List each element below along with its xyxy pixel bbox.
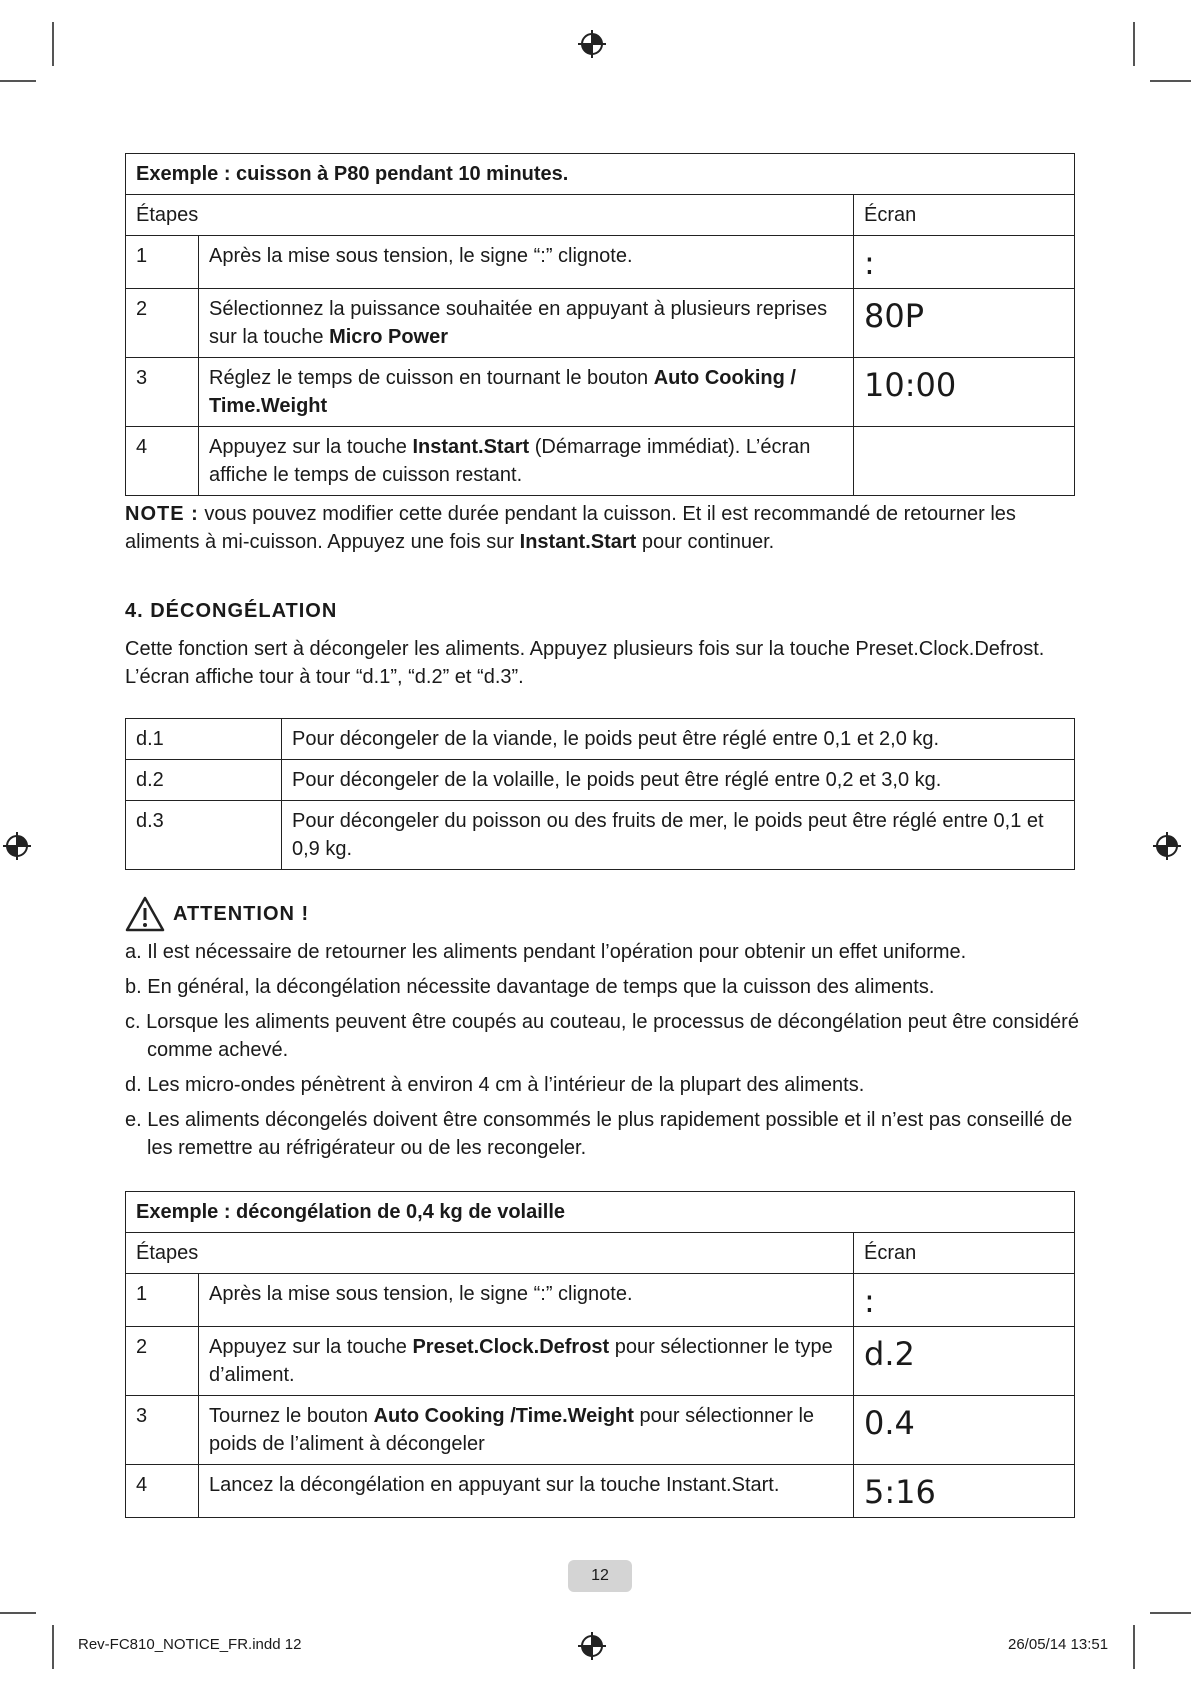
step-keyword: Auto Cooking /Time.Weight [373, 1405, 634, 1427]
example-defrost-table [125, 1191, 1075, 1518]
footer-date: 26/05/14 13:51 [1008, 1636, 1109, 1653]
step-number: 4 [126, 1465, 199, 1518]
footer-filename: Rev-FC810_NOTICE_FR.indd 12 [78, 1636, 302, 1653]
list-item: c. Lorsque les aliments peuvent être coupés au couteau, le processus de décongélation peut être considéré comme achevé. [125, 1011, 1079, 1061]
step-text-part: Après la mise sous tension, le signe “:” clignote. [209, 245, 633, 267]
screen-display: : [854, 236, 1075, 289]
table-row [126, 1465, 1075, 1518]
col-header-screen: Écran [854, 195, 1075, 236]
step-text-part: (Démarrage immédiat). L’écran affiche le temps de cuisson restant. [209, 436, 811, 486]
defrost-code: d.1 [126, 719, 282, 760]
note-text-end: pour continuer. [636, 531, 775, 553]
table-row [126, 358, 1075, 427]
section-intro: Cette fonction sert à décongeler les aliments. Appuyez plusieurs fois sur la touche Preset.Clock.Defrost. L’écran affiche tour à tour “d.1”, “d.2” et “d.3”. [125, 638, 1045, 688]
step-number: 2 [126, 1327, 199, 1396]
table-row [126, 719, 1075, 760]
crop-mark [1133, 22, 1135, 66]
table-row [126, 236, 1075, 289]
defrost-table-wrap [125, 718, 1075, 870]
defrost-description: Pour décongeler de la viande, le poids peut être réglé entre 0,1 et 2,0 kg. [282, 719, 1075, 760]
crop-mark [1133, 1625, 1135, 1669]
step-text [199, 236, 854, 289]
registration-mark-icon [577, 29, 607, 59]
col-header-steps: Étapes [126, 1233, 854, 1274]
screen-display: d.2 [854, 1327, 1075, 1396]
list-item: d. Les micro-ondes pénètrent à environ 4 cm à l’intérieur de la plupart des aliments. [125, 1074, 865, 1096]
step-number: 3 [126, 358, 199, 427]
step-text-part: Tournez le bouton [209, 1405, 374, 1427]
step-text [199, 358, 854, 427]
table-row [126, 289, 1075, 358]
table-row [126, 1327, 1075, 1396]
list-item: e. Les aliments décongelés doivent être consommés le plus rapidement possible et il n’est pas conseillé de les remettre au réfrigérateur ou de les recongeler. [125, 1109, 1073, 1159]
example-defrost-table-wrap [125, 1191, 1075, 1518]
step-number: 1 [126, 1274, 199, 1327]
crop-mark [1150, 80, 1191, 82]
step-number: 2 [126, 289, 199, 358]
registration-mark-icon [1152, 831, 1182, 861]
step-text [199, 289, 854, 358]
defrost-code: d.2 [126, 760, 282, 801]
table-title: Exemple : cuisson à P80 pendant 10 minutes. [126, 154, 1075, 195]
table-title: Exemple : décongélation de 0,4 kg de volaille [126, 1192, 1075, 1233]
step-text-part: Réglez le temps de cuisson en tournant le bouton [209, 367, 654, 389]
step-number: 4 [126, 427, 199, 496]
warning-icon [125, 896, 165, 932]
page-number: 12 [568, 1560, 632, 1592]
crop-mark [0, 80, 36, 82]
defrost-description: Pour décongeler de la volaille, le poids peut être réglé entre 0,2 et 3,0 kg. [282, 760, 1075, 801]
list-item: a. Il est nécessaire de retourner les aliments pendant l’opération pour obtenir un effet uniforme. [125, 941, 967, 963]
screen-display: 5:16 [854, 1465, 1075, 1518]
attention-heading [125, 896, 309, 932]
step-text-part: pour sélectionner le type d’aliment. [209, 1336, 833, 1386]
note-text: vous pouvez modifier cette durée pendant la cuisson. Et il est recommandé de retourner les aliments à mi-cuisson. Appuyez une fois sur [125, 503, 1016, 553]
step-keyword: Auto Cooking / Time.Weight [209, 367, 796, 417]
screen-display: 80P [854, 289, 1075, 358]
crop-mark [52, 1625, 54, 1669]
example-cooking-table-wrap [125, 153, 1075, 496]
table-row [126, 760, 1075, 801]
table-row [126, 1396, 1075, 1465]
step-keyword: Preset.Clock.Defrost [412, 1336, 610, 1358]
registration-mark-icon [2, 831, 32, 861]
table-row [126, 1274, 1075, 1327]
crop-mark [0, 1612, 36, 1614]
note-bold: Instant.Start [519, 531, 637, 553]
screen-display: : [854, 1274, 1075, 1327]
col-header-steps: Étapes [126, 195, 854, 236]
col-header-screen: Écran [854, 1233, 1075, 1274]
step-text [199, 1274, 854, 1327]
crop-mark [52, 22, 54, 66]
crop-mark [1150, 1612, 1191, 1614]
step-text-part: Lancez la décongélation en appuyant sur la touche Instant.Start. [209, 1474, 780, 1496]
step-keyword: Micro Power [329, 326, 448, 348]
step-text-part: Appuyez sur la touche [209, 436, 413, 458]
step-keyword: Instant.Start [412, 436, 530, 458]
screen-display: 10:00 [854, 358, 1075, 427]
attention-title: ATTENTION ! [173, 902, 310, 925]
example-cooking-table [125, 153, 1075, 496]
defrost-description: Pour décongeler du poisson ou des fruits de mer, le poids peut être réglé entre 0,1 et 0,9 kg. [282, 801, 1075, 870]
note-label: NOTE : [125, 503, 199, 525]
registration-mark-icon [577, 1631, 607, 1661]
step-text [199, 1327, 854, 1396]
table-row [126, 801, 1075, 870]
screen-display: 0.4 [854, 1396, 1075, 1465]
step-text [199, 427, 854, 496]
defrost-table [125, 718, 1075, 870]
table-row [126, 427, 1075, 496]
attention-list [125, 938, 1085, 1169]
step-text-part: Après la mise sous tension, le signe “:” clignote. [209, 1283, 633, 1305]
section-title: 4. DÉCONGÉLATION [125, 600, 338, 622]
step-text-part: Appuyez sur la touche [209, 1336, 413, 1358]
step-text-part: Sélectionnez la puissance souhaitée en appuyant à plusieurs reprises sur la touche [209, 298, 828, 348]
screen-display [854, 427, 1075, 496]
step-text [199, 1465, 854, 1518]
step-text-part: pour sélectionner le poids de l’aliment à décongeler [209, 1405, 815, 1455]
defrost-code: d.3 [126, 801, 282, 870]
note-paragraph [125, 500, 1085, 556]
step-text [199, 1396, 854, 1465]
step-number: 1 [126, 236, 199, 289]
step-number: 3 [126, 1396, 199, 1465]
list-item: b. En général, la décongélation nécessite davantage de temps que la cuisson des aliments. [125, 976, 935, 998]
